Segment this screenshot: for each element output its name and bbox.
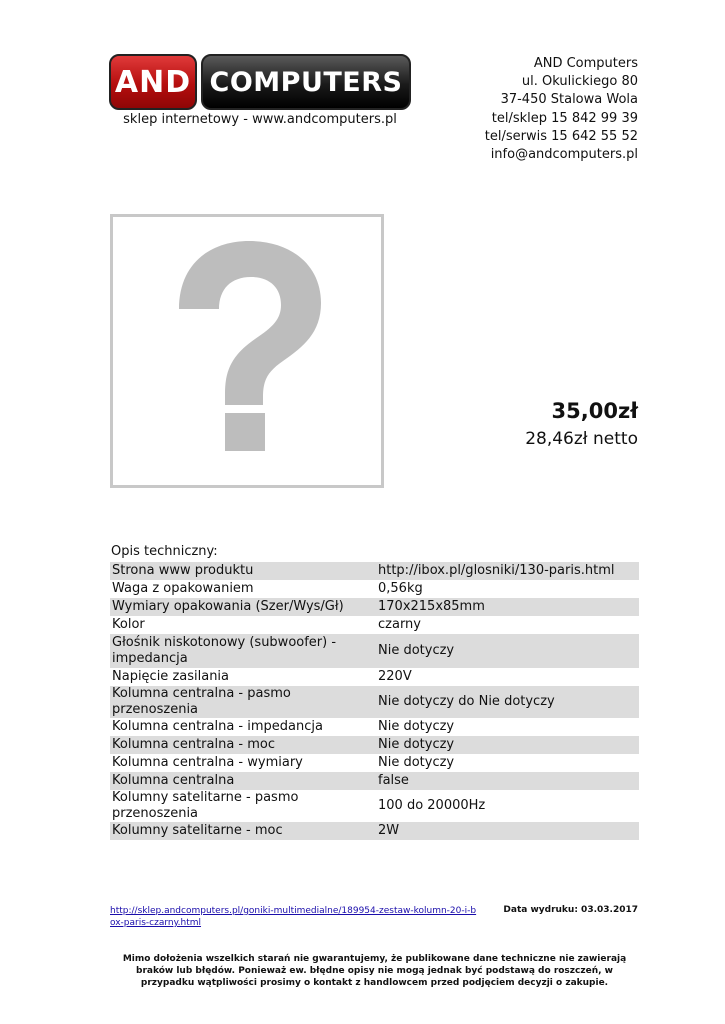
spec-value: 2W (376, 822, 639, 840)
spec-value: false (376, 772, 639, 790)
logo-and: AND (109, 54, 197, 110)
spec-key: Napięcie zasilania (110, 668, 376, 686)
spec-value: 220V (376, 668, 639, 686)
question-mark-icon (113, 217, 381, 485)
spec-value: Nie dotyczy (376, 718, 639, 736)
spec-row (110, 790, 639, 822)
spec-value: czarny (376, 616, 639, 634)
spec-key: Wymiary opakowania (Szer/Wys/Gł) (110, 598, 376, 616)
spec-value: Nie dotyczy do Nie dotyczy (376, 686, 639, 718)
spec-table (110, 562, 639, 840)
spec-key: Kolumna centralna - impedancja (110, 718, 376, 736)
company-name: AND Computers (533, 56, 638, 71)
spec-value: Nie dotyczy (376, 634, 639, 668)
spec-value: Nie dotyczy (376, 754, 639, 772)
spec-row (110, 772, 639, 790)
spec-row (110, 598, 639, 616)
spec-row (110, 686, 639, 718)
disclaimer: Mimo dołożenia wszelkich starań nie gwarantujemy, że publikowane dane techniczne nie zawierają braków lub błędów. Ponieważ ew. błędne opisy nie mogą jednak być podstawą do roszczeń, w przypadku wątpliwości prosimy o kontakt z handlowcem przed podjęciem decyzji o zakupie. (122, 954, 627, 988)
contact-block (485, 55, 638, 164)
shop-phone: tel/sklep 15 842 99 39 (491, 110, 638, 126)
spec-key: Kolumny satelitarne - pasmo przenoszenia (110, 790, 376, 822)
print-date: Data wydruku: 03.03.2017 (503, 905, 638, 915)
spec-key: Kolumna centralna (110, 772, 376, 790)
product-url-link[interactable]: http://sklep.andcomputers.pl/goniki-multimedialne/189954-zestaw-kolumn-20-i-box-paris-czarny.html (110, 906, 477, 928)
spec-row (110, 634, 639, 668)
street-address: ul. Okulickiego 80 (521, 74, 638, 90)
spec-key: Kolumny satelitarne - moc (110, 822, 376, 840)
spec-key: Kolumna centralna - pasmo przenoszenia (110, 686, 376, 718)
logo-computers: COMPUTERS (201, 54, 411, 110)
spec-key: Waga z opakowaniem (110, 580, 376, 598)
spec-row (110, 668, 639, 686)
spec-row (110, 822, 639, 840)
product-image-placeholder (110, 214, 384, 488)
spec-row (110, 736, 639, 754)
spec-row (110, 616, 639, 634)
store-tagline: sklep internetowy - www.andcomputers.pl (123, 112, 397, 127)
spec-row (110, 580, 639, 598)
spec-row (110, 754, 639, 772)
city-address: 37-450 Stalowa Wola (500, 92, 638, 108)
spec-key: Kolumna centralna - moc (110, 736, 376, 754)
store-logo (109, 54, 411, 112)
spec-value: http://ibox.pl/glosniki/130-paris.html (376, 562, 639, 580)
service-phone: tel/serwis 15 642 55 52 (484, 128, 638, 144)
price-net: 28,46zł netto (525, 429, 638, 449)
spec-row (110, 718, 639, 736)
spec-title: Opis techniczny: (111, 544, 218, 559)
spec-row (110, 562, 639, 580)
spec-key: Kolor (110, 616, 376, 634)
spec-value: 170x215x85mm (376, 598, 639, 616)
price-gross: 35,00zł (551, 399, 638, 423)
spec-key: Głośnik niskotonowy (subwoofer) - impedancja (110, 634, 376, 668)
spec-value: 100 do 20000Hz (376, 790, 639, 822)
spec-key: Kolumna centralna - wymiary (110, 754, 376, 772)
spec-value: 0,56kg (376, 580, 639, 598)
email: info@andcomputers.pl (490, 147, 638, 163)
spec-key: Strona www produktu (110, 562, 376, 580)
spec-value: Nie dotyczy (376, 736, 639, 754)
